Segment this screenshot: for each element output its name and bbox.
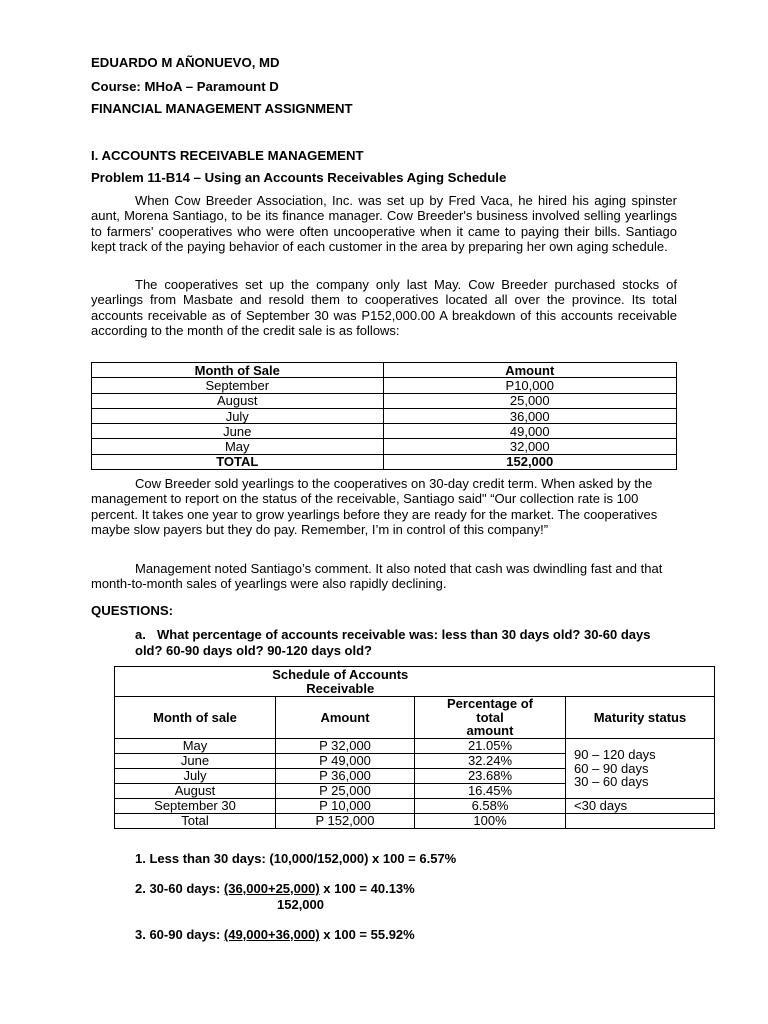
sales-month: July	[92, 408, 384, 423]
sales-month: June	[92, 424, 384, 439]
schedule-month: September 30	[115, 799, 276, 814]
sales-amount: 32,000	[383, 439, 676, 454]
sales-header-month: Month of Sale	[92, 363, 384, 378]
question-a	[135, 627, 680, 659]
answer-2: 2. 30-60 days: (36,000+25,000) x 100 = 40.13%	[135, 881, 415, 896]
sales-total-label: TOTAL	[92, 454, 384, 469]
schedule-month: June	[115, 754, 276, 769]
sales-amount: 49,000	[383, 424, 676, 439]
paragraph-1: When Cow Breeder Association, Inc. was set up by Fred Vaca, he hired his aging spinster aunt, Morena Santiago, to be its finance manager. Cow Breeder's business involved selling yearlings to farmers' cooperatives who were often uncooperative when it came to paying their bills. Santiago kept track of the paying behavior of each customer in the area by preparing her own aging schedule.	[91, 193, 677, 255]
answer-3: 3. 60-90 days: (49,000+36,000) x 100 = 55.92%	[135, 927, 415, 942]
schedule-header-percentage: Percentage of total amount	[415, 697, 566, 739]
question-text: What percentage of accounts receivable was: less than 30 days old? 30-60 days old? 60-90 days old? 90-120 days old?	[135, 627, 651, 658]
schedule-header-maturity: Maturity status	[566, 697, 715, 739]
question-letter: a.	[135, 627, 146, 642]
sales-amount: P10,000	[383, 378, 676, 393]
paragraph-2: The cooperatives set up the company only last May. Cow Breeder purchased stocks of yearlings from Masbate and resold them to cooperatives located all over the province. Its total accounts receivable as of September 30 was P152,000.00 A breakdown of this accounts receivable according to the month of the credit sale is as follows:	[91, 277, 677, 339]
answer-1: 1. Less than 30 days: (10,000/152,000) x 100 = 6.57%	[135, 851, 457, 866]
schedule-amount: P 32,000	[276, 739, 415, 754]
schedule-percentage: 21.05%	[415, 739, 566, 754]
sales-header-amount: Amount	[383, 363, 676, 378]
sales-amount: 25,000	[383, 393, 676, 408]
schedule-month: Total	[115, 814, 276, 829]
sales-amount: 36,000	[383, 408, 676, 423]
schedule-month: July	[115, 769, 276, 784]
paragraph-3: Cow Breeder sold yearlings to the cooperatives on 30-day credit term. When asked by the management to report on the status of the receivable, Santiago said" “Our collection rate is 100 percent. It takes one year to grow yearlings before they are ready for the market. The cooperatives maybe slow payers but they do pay. Remember, I’m in control of this company!”	[91, 476, 658, 538]
maturity-sep: <30 days	[566, 799, 715, 814]
table-row	[115, 799, 715, 814]
table-row	[92, 378, 677, 393]
sales-month: August	[92, 393, 384, 408]
schedule-amount: P 36,000	[276, 769, 415, 784]
schedule-header-amount: Amount	[276, 697, 415, 739]
schedule-percentage: 23.68%	[415, 769, 566, 784]
table-row	[92, 439, 677, 454]
sales-total-amount: 152,000	[383, 454, 676, 469]
schedule-month: August	[115, 784, 276, 799]
questions-heading: QUESTIONS:	[91, 603, 174, 618]
sales-month: September	[92, 378, 384, 393]
schedule-month: May	[115, 739, 276, 754]
table-row	[92, 424, 677, 439]
section-title: I. ACCOUNTS RECEIVABLE MANAGEMENT	[91, 148, 364, 163]
course-line: Course: MHoA – Paramount D	[91, 79, 279, 94]
schedule-percentage: 32.24%	[415, 754, 566, 769]
table-row	[92, 408, 677, 423]
schedule-percentage: 6.58%	[415, 799, 566, 814]
table-total-row	[115, 814, 715, 829]
schedule-percentage: 16.45%	[415, 784, 566, 799]
sales-month: May	[92, 439, 384, 454]
table-total-row	[92, 454, 677, 469]
schedule-caption: Schedule of Accounts Receivable	[115, 667, 566, 697]
maturity-group: 90 – 120 days 60 – 90 days 30 – 60 days	[566, 739, 715, 799]
answer-2-denominator: 152,000	[277, 897, 324, 912]
aging-schedule-table	[114, 666, 715, 829]
sales-table	[91, 362, 677, 470]
table-row	[115, 739, 715, 754]
schedule-percentage: 100%	[415, 814, 566, 829]
author-name: EDUARDO M AÑONUEVO, MD	[91, 55, 280, 70]
schedule-amount: P 152,000	[276, 814, 415, 829]
paragraph-4: Management noted Santiago’s comment. It also noted that cash was dwindling fast and that month-to-month sales of yearlings were also rapidly declining.	[91, 561, 663, 592]
assignment-title: FINANCIAL MANAGEMENT ASSIGNMENT	[91, 101, 353, 116]
schedule-amount: P 49,000	[276, 754, 415, 769]
table-row	[92, 393, 677, 408]
schedule-header-month: Month of sale	[115, 697, 276, 739]
schedule-amount: P 25,000	[276, 784, 415, 799]
schedule-amount: P 10,000	[276, 799, 415, 814]
problem-title: Problem 11-B14 – Using an Accounts Receivables Aging Schedule	[91, 170, 507, 185]
